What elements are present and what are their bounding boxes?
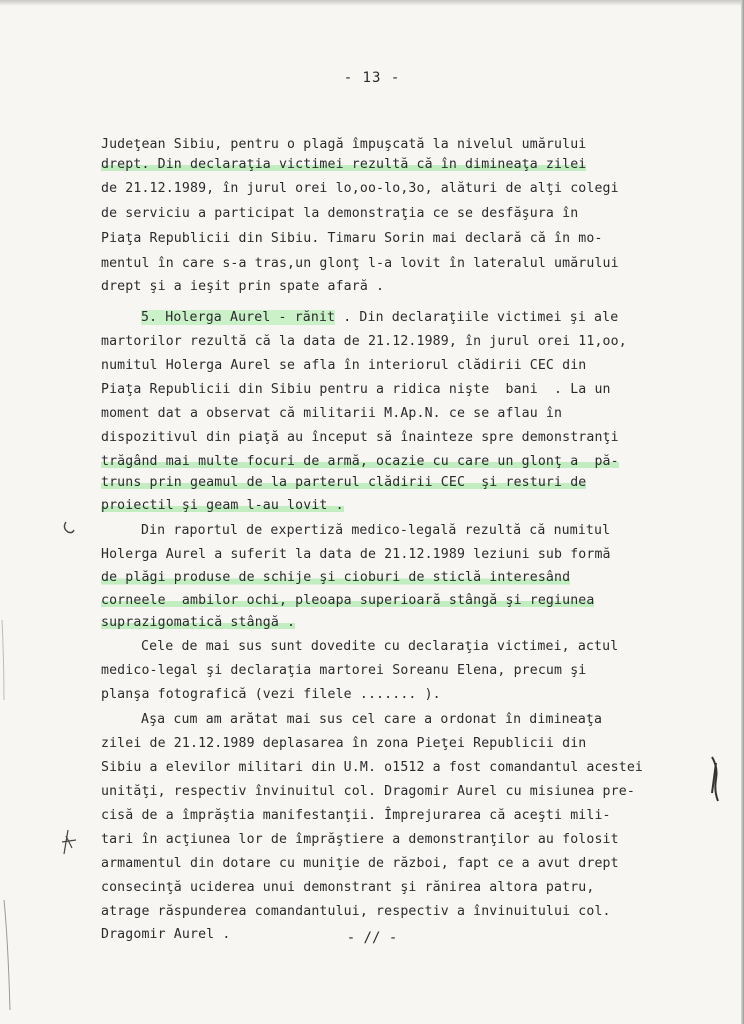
highlighted-text: truns prin geamul de la parterul clădirii CEC şi resturi de	[101, 475, 587, 490]
text-line: Holerga Aurel a suferit la data de 21.12.1989 leziuni sub formă	[101, 547, 611, 562]
highlighted-text: suprazigomatică stângă .	[101, 615, 296, 630]
text-line: dispozitivul din piaţă au început să înainteze spre demonstranţi	[101, 430, 619, 445]
page-footer-mark: - // -	[346, 930, 398, 946]
text-line: Judeţean Sibiu, pentru o plagă împuşcată la nivelul umărului	[101, 137, 587, 152]
highlighted-text: trăgând mai multe focuri de armă, ocazie cu care un glonţ a pă-	[101, 454, 619, 469]
text-line: unităţi, respectiv învinuitul col. Dragomir Aurel cu misiunea pre-	[101, 784, 635, 799]
text-line: de 21.12.1989, în jurul orei lo,oo-lo,3o, alături de alţi colegi	[101, 181, 619, 196]
text-line	[101, 614, 295, 632]
text-line: de serviciu a participat la demonstraţia ce se desfăşura în	[101, 206, 579, 221]
text-span: . Din declaraţiile victimei şi ale	[335, 310, 619, 325]
edge-fold-line	[2, 620, 4, 700]
text-line: Piaţa Republicii din Sibiu. Timaru Sorin mai declară că în mo-	[101, 231, 603, 246]
text-line: Din raportul de expertiză medico-legală rezultă că numitul	[141, 523, 611, 538]
text-line: armamentul din dotare cu muniţie de război, fapt ce a avut drept	[101, 856, 619, 871]
highlighted-text: drept. Din declaraţia victimei rezultă că în dimineaţa zilei	[101, 157, 587, 172]
text-line: tari în acţiunea lor de împrăştiere a demonstranţilor au folosit	[101, 832, 619, 847]
text-line: medico-legal şi declaraţia martorei Soreanu Elena, precum şi	[101, 663, 587, 678]
text-line: cisă de a împrăştia manifestanţii. Împrejurarea că aceşti mili-	[101, 808, 611, 823]
text-line: drept şi a ieşit prin spate afară .	[101, 279, 385, 294]
margin-hook-mark	[64, 522, 74, 533]
text-line: zilei de 21.12.1989 deplasarea în zona Pieţei Republicii din	[101, 736, 587, 751]
page-number: - 13 -	[343, 70, 401, 86]
text-line: Cele de mai sus sunt dovedite cu declaraţia victimei, actul	[141, 639, 619, 654]
text-line: atrage răspunderea comandantului, respectiv a învinuitului col.	[101, 904, 611, 919]
text-line: numitul Holerga Aurel se afla în interiorul clădirii CEC din	[101, 358, 587, 373]
page-top-edge	[0, 0, 744, 6]
margin-bracket-mark	[712, 757, 718, 801]
section-heading-highlight: 5. Holerga Aurel - rănit	[141, 310, 336, 325]
text-line: moment dat a observat că militarii M.Ap.N. ce se aflau în	[101, 406, 563, 421]
highlighted-text: corneele ambilor ochi, pleoapa superioară stângă şi regiunea	[101, 593, 595, 608]
highlighted-text: proiectil şi geam l-au lovit .	[101, 498, 344, 513]
text-line	[101, 497, 344, 515]
text-line	[101, 453, 619, 471]
text-line	[101, 592, 594, 610]
text-line	[101, 569, 570, 587]
text-line	[101, 156, 586, 174]
text-line	[101, 474, 586, 492]
text-line: Dragomir Aurel .	[101, 927, 231, 942]
text-line: Piaţa Republicii din Sibiu pentru a ridica nişte bani . La un	[101, 382, 611, 397]
text-line: Aşa cum am arătat mai sus cel care a ordonat în dimineaţa	[141, 712, 603, 727]
margin-tick-mark	[62, 830, 76, 854]
edge-fold-line	[4, 900, 10, 1010]
text-line: consecinţă uciderea unui demonstrant şi rănirea altora patru,	[101, 880, 595, 895]
text-line: planşa fotografică (vezi filele ....... ).	[101, 687, 441, 702]
text-line: mentul în care s-a tras,un glonţ l-a lovit în lateralul umărului	[101, 256, 619, 271]
text-line: martorilor rezultă că la data de 21.12.1989, în jurul orei 11,oo,	[101, 334, 627, 349]
highlighted-text: de plăgi produse de schije şi cioburi de sticlă interesând	[101, 570, 571, 585]
text-line: Sibiu a elevilor militari din U.M. o1512 a fost comandantul acestei	[101, 760, 643, 775]
text-line	[141, 309, 618, 327]
